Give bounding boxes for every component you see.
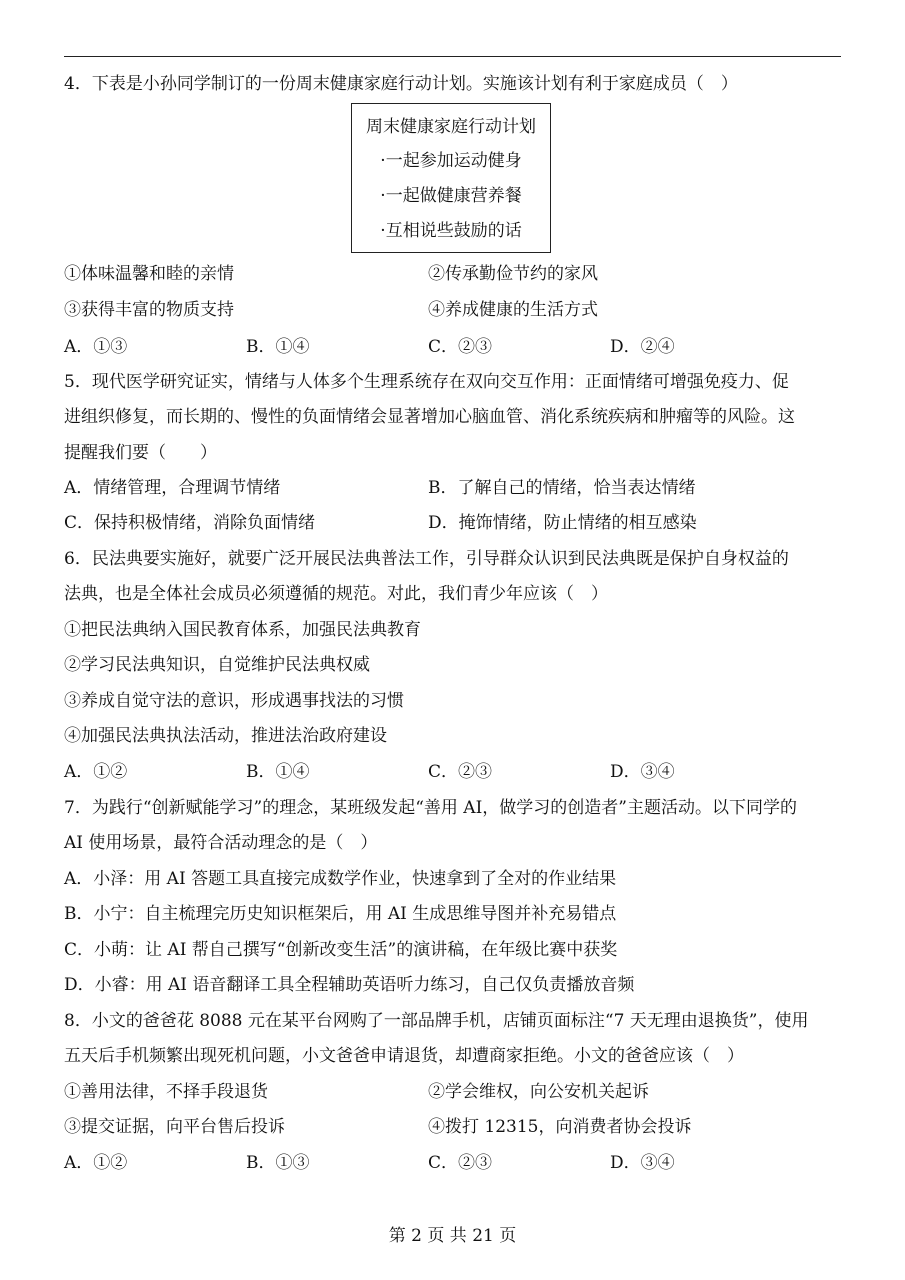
plan-item: ·一起参加运动健身	[380, 151, 522, 171]
q6-statement-2: ②学习民法典知识，自觉维护民法典权威	[64, 655, 370, 675]
q7-option-a[interactable]: A．小泽：用 AI 答题工具直接完成数学作业，快速拿到了全对的作业结果	[64, 869, 617, 889]
q7-stem-line: AI 使用场景，最符合活动理念的是（ ）	[64, 833, 378, 853]
q4-statement-4: ④养成健康的生活方式	[428, 300, 598, 320]
q8-statement-4: ④拨打 12315，向消费者协会投诉	[428, 1117, 692, 1137]
plan-item: ·一起做健康营养餐	[380, 186, 522, 206]
plan-item: ·互相说些鼓励的话	[380, 221, 522, 241]
q8-option-a[interactable]: A．①②	[64, 1153, 128, 1173]
q8-option-d[interactable]: D．③④	[610, 1153, 675, 1173]
q7-stem-line: 7．为践行“创新赋能学习”的理念，某班级发起“善用 AI，做学习的创造者”主题活动。以下同学的	[64, 798, 797, 818]
q6-statement-3: ③养成自觉守法的意识，形成遇事找法的习惯	[64, 691, 404, 711]
q7-option-c[interactable]: C．小萌：让 AI 帮自己撰写“创新改变生活”的演讲稿，在年级比赛中获奖	[64, 940, 618, 960]
q4-statement-3: ③获得丰富的物质支持	[64, 300, 234, 320]
plan-title: 周末健康家庭行动计划	[366, 117, 536, 137]
q4-plan-box	[351, 103, 551, 253]
q8-statement-2: ②学会维权，向公安机关起诉	[428, 1082, 649, 1102]
q6-option-d[interactable]: D．③④	[610, 762, 675, 782]
q8-statement-1: ①善用法律，不择手段退货	[64, 1082, 268, 1102]
q5-option-c[interactable]: C．保持积极情绪，消除负面情绪	[64, 513, 316, 533]
q6-option-c[interactable]: C．②③	[428, 762, 493, 782]
q8-stem-line: 五天后手机频繁出现死机问题，小文爸爸申请退货，却遭商家拒绝。小文的爸爸应该（ ）	[64, 1046, 744, 1066]
q6-stem-line: 6．民法典要实施好，就要广泛开展民法典普法工作，引导群众认识到民法典既是保护自身权益的	[64, 549, 789, 569]
q4-option-b[interactable]: B．①④	[246, 337, 310, 357]
q8-option-c[interactable]: C．②③	[428, 1153, 493, 1173]
page-number: 第 2 页 共 21 页	[388, 1226, 517, 1246]
q5-stem-line: 提醒我们要（ ）	[64, 443, 217, 463]
q6-option-b[interactable]: B．①④	[246, 762, 310, 782]
q8-stem-line: 8．小文的爸爸花 8088 元在某平台网购了一部品牌手机，店铺页面标注“7 天无理由退换货”，使用	[64, 1011, 809, 1031]
q4-option-c[interactable]: C．②③	[428, 337, 493, 357]
q4-option-a[interactable]: A．①③	[64, 337, 128, 357]
q7-option-b[interactable]: B．小宁：自主梳理完历史知识框架后，用 AI 生成思维导图并补充易错点	[64, 904, 617, 924]
q4-statement-2: ②传承勤俭节约的家风	[428, 264, 598, 284]
q8-statement-3: ③提交证据，向平台售后投诉	[64, 1117, 285, 1137]
top-rule	[64, 56, 841, 57]
q5-stem-line: 进组织修复，而长期的、慢性的负面情绪会显著增加心脑血管、消化系统疾病和肿瘤等的风险。这	[64, 407, 795, 427]
q4-statement-1: ①体味温馨和睦的亲情	[64, 264, 234, 284]
q7-option-d[interactable]: D．小睿：用 AI 语音翻译工具全程辅助英语听力练习，自己仅负责播放音频	[64, 975, 635, 995]
q5-option-a[interactable]: A．情绪管理，合理调节情绪	[64, 478, 281, 498]
q6-option-a[interactable]: A．①②	[64, 762, 128, 782]
q6-statement-4: ④加强民法典执法活动，推进法治政府建设	[64, 726, 387, 746]
q6-statement-1: ①把民法典纳入国民教育体系，加强民法典教育	[64, 620, 421, 640]
q5-option-d[interactable]: D．掩饰情绪，防止情绪的相互感染	[428, 513, 697, 533]
q8-option-b[interactable]: B．①③	[246, 1153, 310, 1173]
q4-option-d[interactable]: D．②④	[610, 337, 675, 357]
q5-stem-line: 5．现代医学研究证实，情绪与人体多个生理系统存在双向交互作用：正面情绪可增强免疫力、促	[64, 372, 789, 392]
q6-stem-line: 法典，也是全体社会成员必须遵循的规范。对此，我们青少年应该（ ）	[64, 584, 608, 604]
q4-stem: 4．下表是小孙同学制订的一份周末健康家庭行动计划。实施该计划有利于家庭成员（ ）	[64, 74, 738, 94]
q5-option-b[interactable]: B．了解自己的情绪，恰当表达情绪	[428, 478, 696, 498]
